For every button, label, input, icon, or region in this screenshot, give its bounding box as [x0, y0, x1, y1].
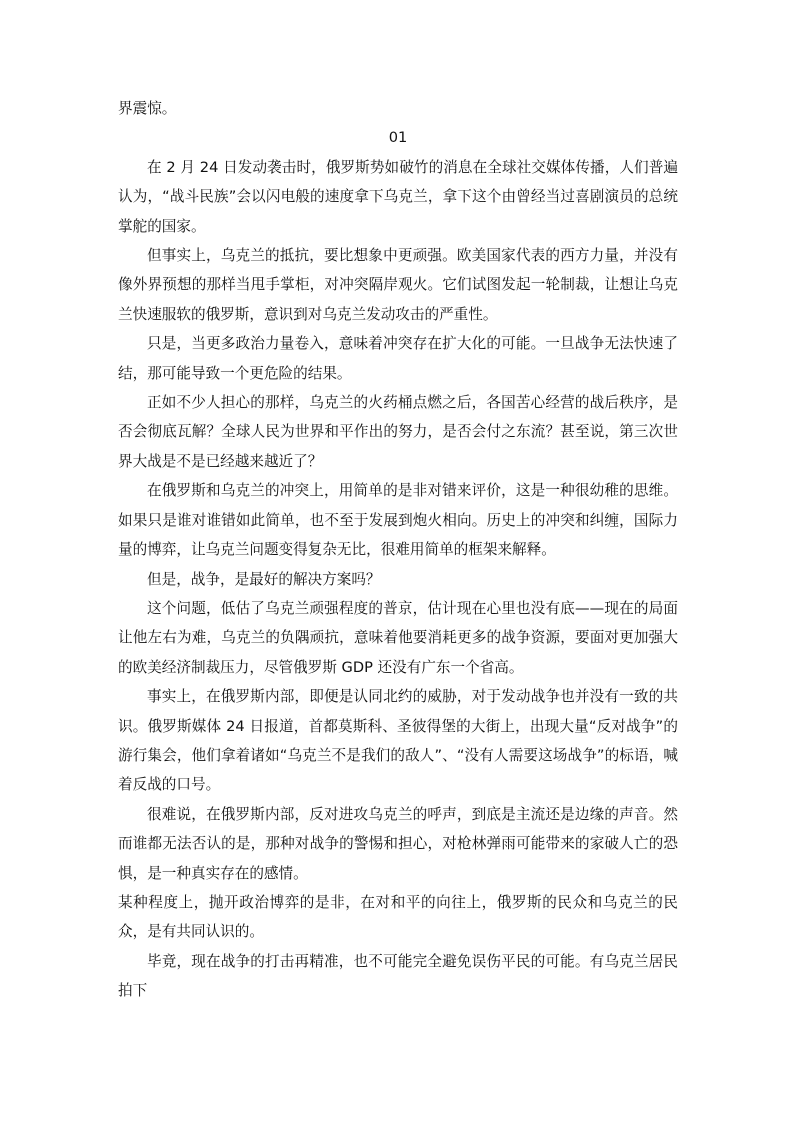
paragraph-4: 只是，当更多政治力量卷入，意味着冲突存在扩大化的可能。一旦战争无法快速了结，那可能导致一个更危险的结果。: [118, 335, 678, 382]
paragraph-11: 某种程度上，抛开政治博弈的是非，在对和平的向往上，俄罗斯的民众和乌克兰的民众，是有共同认识的。: [118, 893, 678, 941]
paragraph-5: 正如不少人担心的那样，乌克兰的火药桶点燃之后，各国苦心经营的战后秩序，是否会彻底瓦解？全球人民为世界和平作出的努力，是否会付之东流？甚至说，第三次世界大战是不是已经越来越近了？: [118, 394, 678, 470]
paragraph-0: 界震惊。: [118, 100, 177, 117]
paragraph-6: 在俄罗斯和乌克兰的冲突上，用简单的是非对错来评价，这是一种很幼稚的思维。如果只是谁对谁错如此简单，也不至于发展到炮火相向。历史上的冲突和纠缠，国际力量的博弈，让乌克兰问题变得复杂无比，很难用简单的框架来解释。: [118, 482, 678, 559]
section-number: 01: [388, 129, 408, 147]
paragraph-7: 但是，战争，是最好的解决方案吗？: [147, 570, 381, 588]
article-body: [118, 94, 678, 1006]
paragraph-8: 这个问题，低估了乌克兰顽强程度的普京，估计现在心里也没有底——现在的局面让他左右为难，乌克兰的负隅顽抗，意味着他要消耗更多的战争资源，要面对更加强大的欧美经济制裁压力，尽管俄罗斯 GDP 还没有广东一个省高。: [118, 599, 678, 676]
paragraph-9: 事实上，在俄罗斯内部，即便是认同北约的威胁，对于发动战争也并没有一致的共识。俄罗斯媒体 24 日报道，首都莫斯科、圣彼得堡的大街上，出现大量“反对战争”的游行集会，他们拿着诸如“乌克兰不是我们的敌人”、“没有人需要这场战争”的标语，喊着反战的口号。: [118, 688, 678, 794]
paragraph-12: 毕竟，现在战争的打击再精准，也不可能完全避免误伤平民的可能。有乌克兰居民拍下: [118, 952, 678, 1000]
paragraph-3: 但事实上，乌克兰的抵抗，要比想象中更顽强。欧美国家代表的西方力量，并没有像外界预想的那样当甩手掌柜，对冲突隔岸观火。它们试图发起一轮制裁，让想让乌克兰快速服软的俄罗斯，意识到对乌克兰发动攻击的严重性。: [118, 247, 678, 323]
paragraph-2: 在 2 月 24 日发动袭击时，俄罗斯势如破竹的消息在全球社交媒体传播，人们普遍认为，“战斗民族”会以闪电般的速度拿下乌克兰，拿下这个由曾经当过喜剧演员的总统掌舵的国家。: [118, 158, 678, 235]
paragraph-10: 很难说，在俄罗斯内部，反对进攻乌克兰的呼声，到底是主流还是边缘的声音。然而谁都无法否认的是，那种对战争的警惕和担心，对枪林弹雨可能带来的家破人亡的恐惧，是一种真实存在的感情。: [118, 805, 678, 882]
